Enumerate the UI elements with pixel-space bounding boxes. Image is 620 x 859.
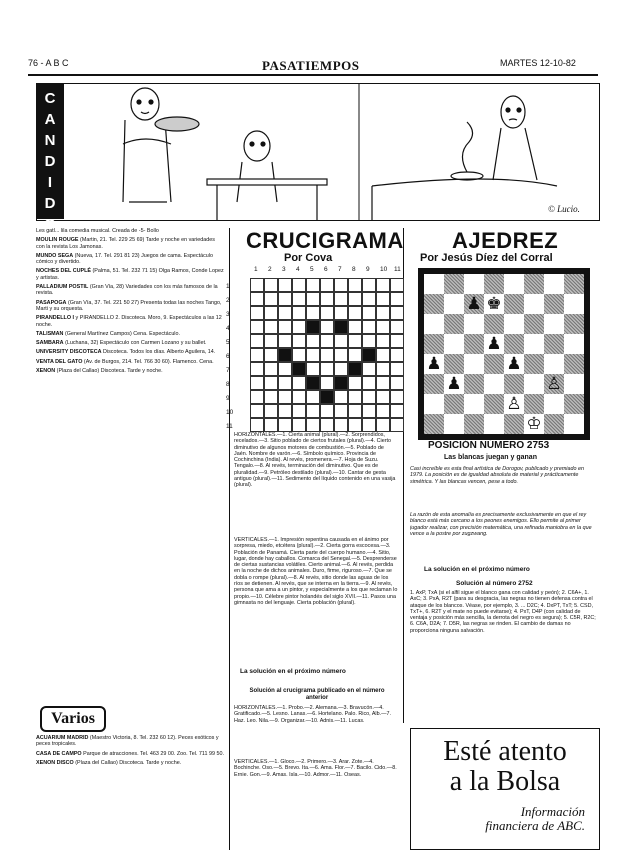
chess-square: [464, 314, 484, 334]
listing-item: [36, 349, 224, 355]
crossword-cell: [320, 306, 334, 320]
chess-square: [544, 414, 564, 434]
listing-item: [36, 359, 224, 365]
cand-letter: C: [44, 90, 56, 107]
chess-square: [464, 394, 484, 414]
chess-square: [464, 354, 484, 374]
crossword-cell: [348, 404, 362, 418]
chess-square: [444, 334, 464, 354]
chess-square: [544, 354, 564, 374]
chess-square: [564, 414, 584, 434]
section-title: PASATIEMPOS: [262, 58, 360, 73]
crossword-cell: [334, 348, 348, 362]
black-pawn-icon: ♟: [426, 354, 442, 374]
crossword-cell: [334, 404, 348, 418]
crossword-cell: [278, 306, 292, 320]
crossword-cell: [376, 404, 390, 418]
chess-explanation: La razón de esta anomalía es precisamente exclusivamente en que el rey blanco está más cercano a los peones enemigos. Ello permite al primer jugador realizar, con precisión matemática, una refinada maniobra en la que vence a la postre por zugzwang.: [410, 512, 592, 537]
black-king-icon: ♚: [486, 294, 502, 314]
listing-item: [36, 237, 224, 250]
crossword-cell: [264, 278, 278, 292]
listing-item: [36, 368, 224, 374]
crossword-cell: [306, 278, 320, 292]
crossword-cell: [292, 390, 306, 404]
chess-square: [524, 354, 544, 374]
listing-text: (Nueva, 17. Tel. 291 81 23) Juegos de cama. Espectáculo cómico y divertido.: [36, 252, 213, 266]
crossword-cell: [376, 320, 390, 334]
chess-square: [504, 294, 524, 314]
crossword-row-number: 5: [226, 339, 230, 346]
cartoon-signature: © Lucio.: [548, 204, 580, 214]
chess-square: [444, 414, 464, 434]
listing-text: (Av. de Burgos, 214. Tel. 766 30 60). Flamenco. Cena.: [83, 358, 214, 365]
crossword-cell: [334, 320, 348, 334]
crossword-cell: [362, 292, 376, 306]
chess-square: [544, 334, 564, 354]
chess-square: [424, 274, 444, 294]
crossword-cell: [264, 320, 278, 334]
crossword-col-number: 11: [394, 266, 401, 273]
chess-square: [504, 274, 524, 294]
listing-title: VENTA DEL GATO: [36, 358, 83, 365]
chess-square: [464, 334, 484, 354]
crossword-cell: [334, 334, 348, 348]
crossword-cell: [278, 292, 292, 306]
chess-square: [504, 374, 524, 394]
chess-square: [444, 394, 464, 414]
crossword-cell: [250, 376, 264, 390]
crossword-col-number: 8: [352, 266, 356, 273]
listing-title: PIRANDELLO I: [36, 315, 75, 322]
crossword-cell: [320, 278, 334, 292]
crossword-cell: [320, 376, 334, 390]
chess-square: [444, 314, 464, 334]
varios-text: Parque de atracciones. Tel. 463 29 00. Zoo. Tel. 711 99 50.: [83, 750, 224, 757]
crossword-grid: [250, 278, 406, 434]
crossword-cell: [362, 418, 376, 432]
crossword-cell: [320, 320, 334, 334]
crossword-cell: [348, 376, 362, 390]
crossword-row-number: 11: [226, 423, 233, 430]
crossword-cell: [292, 292, 306, 306]
crossword-cell: [348, 348, 362, 362]
listings-column: [36, 228, 224, 698]
crossword-cell: [390, 418, 404, 432]
varios-item: [36, 735, 224, 748]
cartoon-drawing: [37, 84, 599, 220]
crossword-cell: [264, 376, 278, 390]
bolsa-ad: [410, 728, 600, 850]
chess-square: [524, 374, 544, 394]
crossword-cell: [306, 348, 320, 362]
chess-square: [484, 394, 504, 414]
crossword-cell: [306, 404, 320, 418]
chess-square: [424, 314, 444, 334]
crossword-col-number: 4: [296, 266, 300, 273]
crossword-cell: [376, 334, 390, 348]
crossword-cell: [376, 348, 390, 362]
crossword-cell: [250, 278, 264, 292]
crossword-cell: [306, 390, 320, 404]
page-number: 76 - A B C: [28, 58, 69, 68]
crossword-row-number: 1: [226, 283, 230, 290]
varios-heading: Varios: [40, 706, 106, 732]
crossword-cell: [348, 292, 362, 306]
listings-intro: Les gatl... lila comedia musical. Creada de -5- Bollo: [36, 228, 159, 234]
crossword-cell: [334, 418, 348, 432]
crossword-col-number: 9: [366, 266, 370, 273]
crossword-row-number: 7: [226, 367, 230, 374]
crossword-cell: [334, 292, 348, 306]
chess-board: [424, 274, 584, 434]
crossword-cell: [306, 418, 320, 432]
crossword-cell: [334, 306, 348, 320]
chess-square: [424, 414, 444, 434]
date: MARTES 12-10-82: [500, 58, 576, 68]
crossword-cell: [264, 306, 278, 320]
listing-item: [36, 284, 224, 297]
crossword-col-number: 5: [310, 266, 314, 273]
listing-item: [36, 268, 224, 281]
crossword-solution-verticales: VERTICALES.—1. Gloco.—2. Primero.—3. Arar. Zote.—4. Bochinche. Oso.—5. Brevo. Ita.—6. Ama. Flor.—7. Bacilo. Cido.—8. Ernie. Gon.—9. Amas. Isla.—10. Admor.—11. Oseas.: [234, 759, 397, 778]
crossword-cell: [306, 362, 320, 376]
listing-text: (Martin, 21. Tel. 229 25 69) Tarde y noche en variedades con la revista Los Jamonas.: [36, 237, 215, 250]
listing-title: SAMBARA: [36, 340, 64, 347]
crossword-cell: [362, 320, 376, 334]
varios-text: (Plaza del Callao) Discoteca. Tarde y noche.: [75, 759, 182, 766]
crossword-cell: [348, 306, 362, 320]
crossword-cell: [390, 390, 404, 404]
crossword-cell: [390, 404, 404, 418]
chess-square: [524, 274, 544, 294]
crossword-row-number: 10: [226, 409, 234, 416]
chess-square: [544, 274, 564, 294]
crossword-cell: [250, 292, 264, 306]
listing-text: (Gran Vía, 28) Variedades con los más famosos de la revista.: [36, 284, 218, 297]
chess-position-title: POSICIÓN NÚMERO 2753: [428, 440, 550, 451]
crossword-cell: [390, 348, 404, 362]
crossword-row-number: 3: [226, 311, 230, 318]
crossword-cell: [250, 306, 264, 320]
crossword-cell: [362, 362, 376, 376]
crossword-col-number: 2: [268, 266, 272, 273]
varios-title: XENON DISCO: [36, 759, 74, 766]
crossword-cell: [250, 418, 264, 432]
crossword-cell: [376, 362, 390, 376]
crossword-cell: [334, 278, 348, 292]
chess-square: [544, 314, 564, 334]
black-pawn-icon: ♟: [486, 334, 502, 354]
crossword-cell: [320, 348, 334, 362]
black-pawn-icon: ♟: [446, 374, 462, 394]
candido-label-box: [36, 83, 64, 233]
chess-solution-title: Solución al número 2752: [456, 580, 533, 587]
chess-square: [564, 314, 584, 334]
crossword-col-number: 7: [338, 266, 342, 273]
listing-title: MUNDO SEGA: [36, 252, 74, 259]
crossword-row-number: 8: [226, 381, 230, 388]
chess-square: [484, 274, 504, 294]
crossword-cell: [334, 362, 348, 376]
listing-text: (General Martínez Campos) Cena. Espectáculo.: [64, 330, 181, 337]
chess-square: [484, 374, 504, 394]
crossword-cell: [390, 376, 404, 390]
crossword-cell: [348, 418, 362, 432]
crossword-cell: [306, 292, 320, 306]
listing-title: MOULIN ROUGE: [36, 237, 79, 244]
listing-text: y PIRANDELLO 2. Discoteca. Moro, 9. Espectáculos a las 12 noche.: [36, 315, 222, 328]
ad-line-3: Información: [520, 804, 585, 819]
chess-next: La solución en el próximo número: [424, 566, 530, 573]
chess-square: [504, 314, 524, 334]
crossword-cell: [376, 418, 390, 432]
crossword-row-number: 9: [226, 395, 230, 402]
crossword-cell: [278, 320, 292, 334]
chess-to-move: Las blancas juegan y ganan: [444, 454, 537, 461]
chess-description: Casi increíble es esta final artística de Dorogov, publicado y premiado en 1979. La posición es de igualdad absoluta de material y prácticamente simétrica. Y las blancas vencen, pese a todo.: [410, 466, 584, 485]
chess-square: [524, 294, 544, 314]
cand-letter: D: [44, 153, 56, 170]
crossword-cell: [376, 390, 390, 404]
listing-item: [36, 300, 224, 313]
chess-square: [564, 374, 584, 394]
white-pawn-icon: ♙: [546, 374, 562, 394]
crossword-cell: [292, 418, 306, 432]
chess-square: [504, 414, 524, 434]
crossword-row-number: 2: [226, 297, 230, 304]
black-pawn-icon: ♟: [506, 354, 522, 374]
crossword-solution-title: Solución al crucigrama publicado en el número anterior: [249, 688, 385, 701]
crossword-row-number: 4: [226, 325, 230, 332]
crossword-cell: [362, 348, 376, 362]
ad-line-2: a la Bolsa: [449, 766, 561, 797]
crossword-cell: [390, 362, 404, 376]
crossword-cell: [390, 306, 404, 320]
ad-line-1: Esté atento: [443, 736, 567, 767]
chess-square: [464, 374, 484, 394]
chess-square: [484, 414, 504, 434]
chess-author: Por Jesús Díez del Corral: [420, 252, 553, 264]
chess-square: [504, 334, 524, 354]
crossword-cell: [278, 418, 292, 432]
chess-square: [524, 314, 544, 334]
crossword-cell: [264, 348, 278, 362]
crossword-cell: [348, 320, 362, 334]
white-king-icon: ♔: [526, 414, 542, 434]
chess-square: [564, 334, 584, 354]
chess-square: [444, 274, 464, 294]
chess-square: [564, 354, 584, 374]
crossword-cell: [264, 418, 278, 432]
listing-text: (Plaza del Callao) Discoteca. Tarde y noche.: [56, 368, 163, 375]
chess-square: [564, 394, 584, 414]
crossword-cell: [250, 404, 264, 418]
chess-square: [484, 354, 504, 374]
chess-square: [424, 374, 444, 394]
crossword-cell: [306, 306, 320, 320]
crossword-cell: [376, 292, 390, 306]
crossword-cell: [390, 292, 404, 306]
crossword-cell: [362, 334, 376, 348]
chess-square: [544, 394, 564, 414]
crossword-title: CRUCIGRAMA: [246, 228, 404, 253]
crossword-cell: [390, 334, 404, 348]
crossword-cell: [362, 278, 376, 292]
crossword-cell: [320, 292, 334, 306]
crossword-cell: [278, 348, 292, 362]
crossword-cell: [292, 334, 306, 348]
crossword-cell: [376, 306, 390, 320]
cand-letter: O: [44, 216, 56, 233]
crossword-cell: [292, 404, 306, 418]
crossword-cell: [362, 404, 376, 418]
crossword-cell: [292, 278, 306, 292]
crossword-cell: [264, 362, 278, 376]
crossword-cell: [376, 376, 390, 390]
crossword-cell: [362, 306, 376, 320]
crossword-cell: [278, 362, 292, 376]
listing-item: [36, 331, 224, 337]
listing-title: PASAPOGA: [36, 299, 67, 306]
listing-text: (Luchana, 32) Espectáculo con Carmen Lozano y su ballet.: [65, 340, 207, 347]
chess-square: [444, 354, 464, 374]
crossword-row-numbers: [226, 280, 238, 440]
crossword-col-number: 1: [254, 266, 258, 273]
listing-item: [36, 253, 224, 266]
crossword-cell: [306, 320, 320, 334]
crossword-cell: [334, 390, 348, 404]
cartoon-strip: [36, 83, 600, 221]
crossword-horizontales: HORIZONTALES.—1. Cierta animal (plural).—2. Sorprendidos, recelados.—3. Sitio poblado de ciertos frutales (plural).—4. Cierto diminutivo de algunos motores de combustión.—5. Poblado de Jaén. Nombre de varón.—6. Símbolo químico. Provincia de Cochinchina (India). Al revés, promenera.—7. Hoja de Suzu. Tengalo.—8. Al revés, terminación del diminutivo. Que es de pluralidad.—9. Petróleo destilado (plural).—10. Cantar de gesta antiguo (plural).—11. Sedimento del líquido contenido en una vasija (plural).: [234, 432, 396, 489]
crossword-cell: [292, 362, 306, 376]
header-rule: [28, 74, 598, 76]
crossword-cell: [278, 390, 292, 404]
varios-item: [36, 751, 224, 757]
chess-square: [564, 274, 584, 294]
crossword-cell: [292, 348, 306, 362]
crossword-cell: [376, 278, 390, 292]
crossword-cell: [320, 390, 334, 404]
varios-title: ACUARIUM MADRID: [36, 735, 89, 741]
cand-letter: N: [44, 132, 56, 149]
crossword-cell: [334, 376, 348, 390]
chess-square: [424, 334, 444, 354]
chess-square: [464, 414, 484, 434]
crossword-cell: [264, 404, 278, 418]
crossword-cell: [362, 376, 376, 390]
listing-title: TALISMAN: [36, 330, 64, 337]
chess-square: [564, 294, 584, 314]
crossword-cell: [250, 320, 264, 334]
crossword-cell: [292, 320, 306, 334]
crossword-cell: [320, 334, 334, 348]
crossword-cell: [292, 306, 306, 320]
crossword-cell: [250, 362, 264, 376]
cand-letter: I: [47, 174, 53, 191]
listing-title: XENON: [36, 368, 56, 375]
crossword-cell: [390, 278, 404, 292]
crossword-cell: [264, 334, 278, 348]
listing-item: [36, 340, 224, 346]
crossword-cell: [306, 334, 320, 348]
chess-square: [424, 294, 444, 314]
chess-square: [524, 334, 544, 354]
listing-title: NOCHES DEL CUPLÉ: [36, 268, 92, 275]
varios-column: [36, 735, 224, 853]
crossword-cell: [306, 376, 320, 390]
crossword-cell: [278, 278, 292, 292]
crossword-cell: [348, 334, 362, 348]
crossword-cell: [250, 334, 264, 348]
chess-square: [544, 294, 564, 314]
chess-square: [524, 394, 544, 414]
chess-square: [424, 394, 444, 414]
crossword-solution-horizontales: HORIZONTALES.—1. Probo.—2. Alemana.—3. Bravucón.—4. Gratificado.—5. Lesno. Lanas.—6. Hortelano. Palo. Rico, Alb.—7. Haz. Leo. Nila.—9. Organizar.—10. Adnis.—11. Lucas.: [234, 705, 392, 724]
crossword-cell: [264, 390, 278, 404]
ad-line-4: financiera de ABC.: [485, 818, 585, 833]
crossword-row-number: 6: [226, 353, 230, 360]
listing-title: UNIVERSITY DISCOTECA: [36, 349, 102, 356]
varios-item: [36, 760, 224, 766]
crossword-cell: [390, 320, 404, 334]
crossword-col-number: 10: [380, 266, 388, 273]
crossword-cell: [362, 390, 376, 404]
crossword-verticales: VERTICALES.—1. Impresión repentina causada en el ánimo por sorpresa, miedo, etcétera (plural).—2. Cierta gorra escocesa.—3. Población de Panamá. Cierta parte del cuerpo humano.—4. Sitio, lugar, donde hay caballos. Comarca del Senegal.—5. Desprenderse de ciertas sustancias volátiles. Cierto animal.—6. Al revés, perdida en la noche de dichos animales. Duro, firme, riguroso.—7. Que se dobla o rompe (plural).—8. Al revés, sitio donde las aguas de los ríos se detienen. Al revés, que se interna en la tierra.—9. Al revés, persona que ama a un pintor, y especialmente a los que reclaman lo propio.—10. Célebre pintor holandés del siglo XVII.—11. Pasos una gimnasta no del lenguaje. Cierta población (plural).: [234, 537, 398, 606]
crossword-cell: [348, 362, 362, 376]
white-pawn-icon: ♙: [506, 394, 522, 414]
chess-square: [464, 274, 484, 294]
crossword-cell: [278, 404, 292, 418]
crossword-next: La solución en el próximo número: [240, 668, 346, 675]
cand-letter: D: [44, 195, 56, 212]
chess-square: [444, 294, 464, 314]
crossword-col-numbers: [252, 266, 412, 276]
crossword-cell: [250, 390, 264, 404]
cand-letter: A: [44, 111, 56, 128]
crossword-cell: [278, 334, 292, 348]
crossword-col-number: 3: [282, 266, 286, 273]
crossword-cell: [320, 404, 334, 418]
chess-square: [484, 314, 504, 334]
varios-text: (Maestro Victoria, 8. Tel. 232 60 12). Peces exóticos y peces tropicales.: [36, 735, 219, 748]
chess-solution: 1. AxP, TxA (si el alfil sigue el blanco gana con calidad y peón); 2. C6A+, 1. AxC; 3. PxA, R2T (para su desgracia, las negras no tienen defensa contra el ataque de los blancos. Véase, por ejemplo, 3. ... D2C; 4. DxPT, TxT; 5. CSD, TxT+, 6. R2T y el mate no puede evitarse); 4. PxT, D4P (con calidad de ventaja y posición más sencilla, la derrota del negro es segura); 5. C5R, R2C; 6. C6A, D2A; 7. D5R, las negras se rinden. El cambio de damas no proporciona ninguna salvación.: [410, 590, 596, 634]
crossword-cell: [348, 278, 362, 292]
listing-item: [36, 315, 224, 328]
varios-title: CASA DE CAMPO: [36, 750, 82, 757]
black-pawn-icon: ♟: [466, 294, 482, 314]
crossword-cell: [320, 418, 334, 432]
crossword-author: Por Cova: [284, 252, 333, 264]
crossword-cell: [292, 376, 306, 390]
crossword-cell: [278, 376, 292, 390]
crossword-cell: [348, 390, 362, 404]
chess-title: AJEDREZ: [452, 228, 559, 253]
listing-title: PALLADIUM POSTIL: [36, 284, 89, 291]
listing-text: Discoteca. Todos los días. Alberto Aguilera, 14.: [103, 349, 216, 356]
crossword-cell: [250, 348, 264, 362]
crossword-cell: [320, 362, 334, 376]
crossword-cell: [264, 292, 278, 306]
listing-text: (Gran Vía, 37. Tel. 221 50 27) Presenta todas las noches Tango, Marti y su orquesta.: [36, 299, 222, 312]
listing-text: (Palma, 51. Tel. 232 71 15) Olga Ramos, Conde Lopez y artistas.: [36, 268, 224, 281]
crossword-col-number: 6: [324, 266, 328, 273]
